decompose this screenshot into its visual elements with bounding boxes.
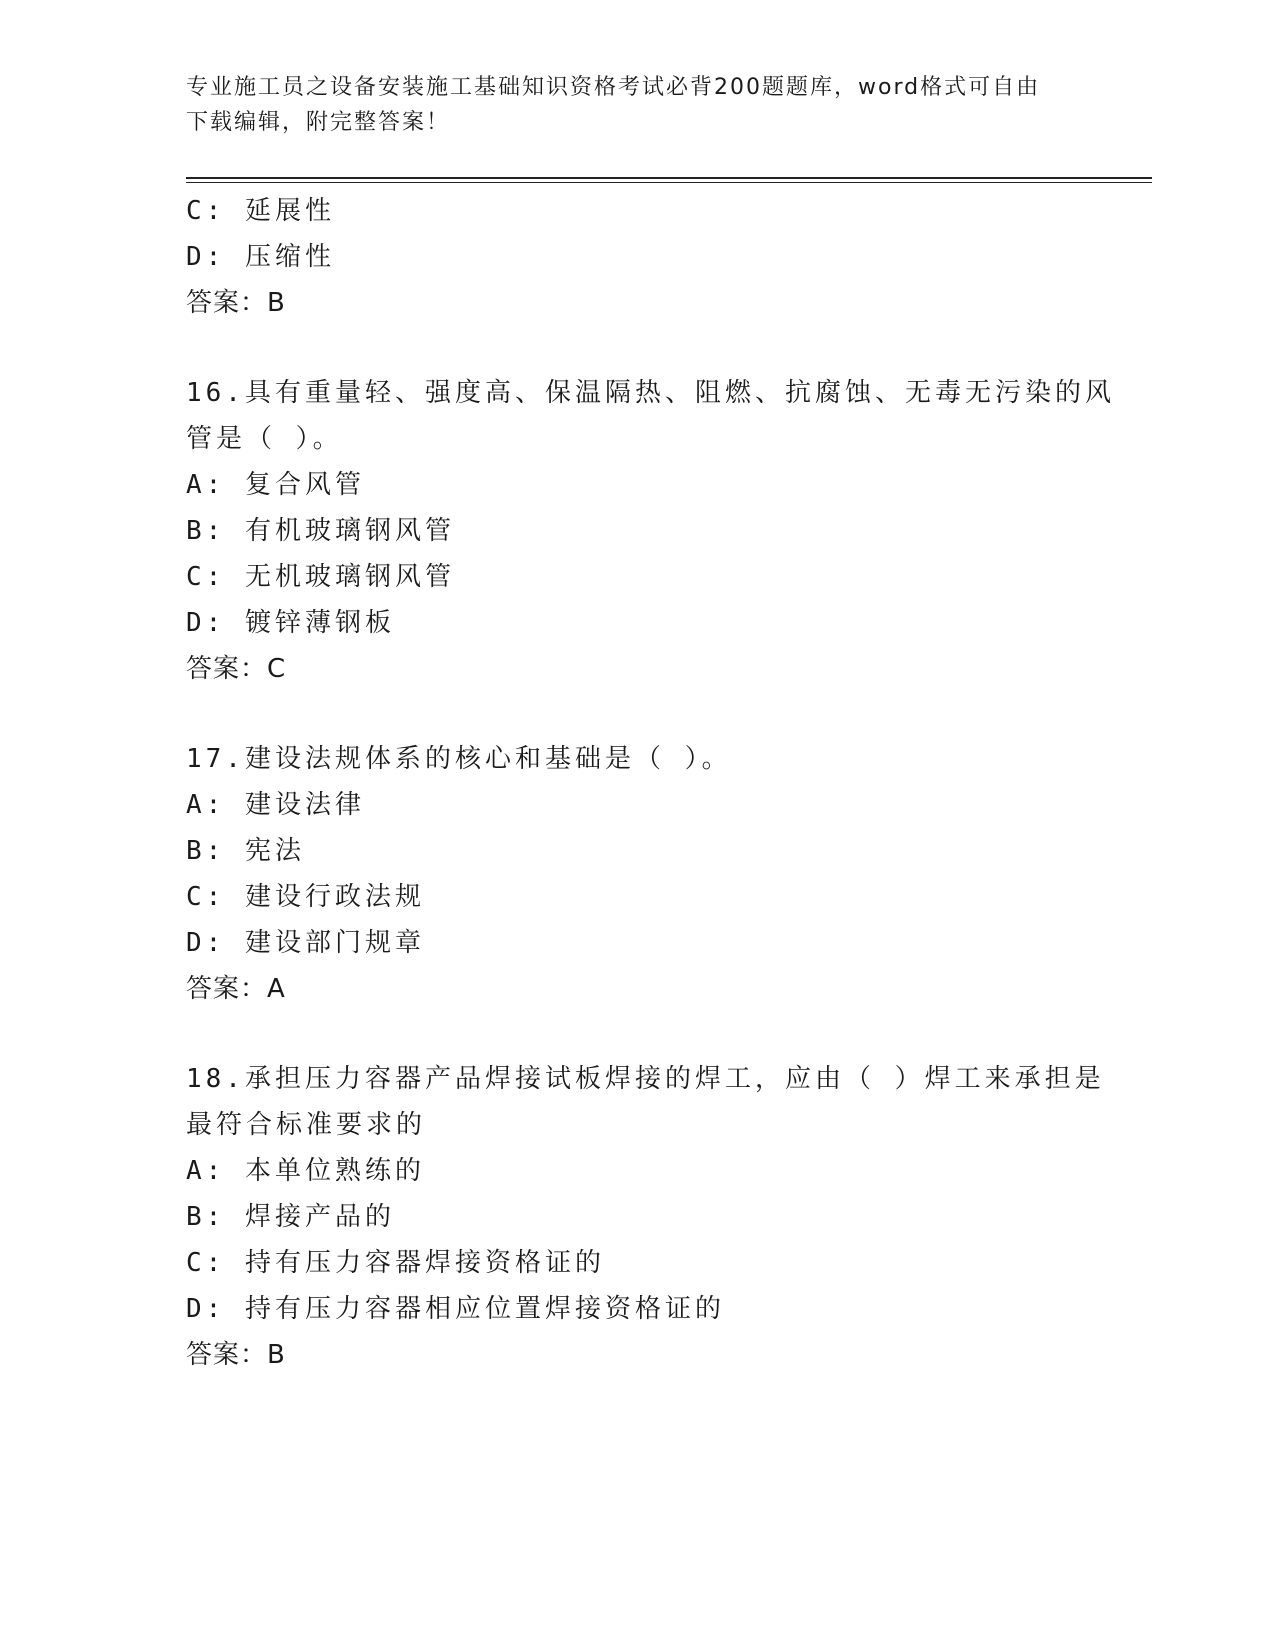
header-line-2: 下载编辑，附完整答案！ — [186, 110, 451, 135]
question-stem-line: 管是（ ）。 — [186, 424, 343, 454]
question-stem-line: 18.承担压力容器产品焊接试板焊接的焊工，应由（ ）焊工来承担是 — [186, 1064, 1105, 1094]
document-header — [186, 70, 1066, 140]
answer-line: 答案：A — [186, 974, 286, 1004]
question-block-17 — [186, 736, 1086, 1012]
question-stem-line: 16.具有重量轻、强度高、保温隔热、阻燃、抗腐蚀、无毒无污染的风 — [186, 378, 1115, 408]
option-c: C: 建设行政法规 — [186, 882, 425, 912]
option-d: D: 持有压力容器相应位置焊接资格证的 — [186, 1294, 725, 1324]
header-line-1: 专业施工员之设备安装施工基础知识资格考试必背200题题库，word格式可自由 — [186, 75, 1041, 100]
question-stem-line: 17.建设法规体系的核心和基础是（ ）。 — [186, 744, 732, 774]
question-block-18 — [186, 1056, 1105, 1378]
option-d: D: 压缩性 — [186, 242, 335, 272]
option-b: B: 宪法 — [186, 836, 305, 866]
option-c: C: 持有压力容器焊接资格证的 — [186, 1248, 605, 1278]
option-b: B: 有机玻璃钢风管 — [186, 516, 455, 546]
header-divider — [186, 177, 1152, 179]
question-list — [186, 188, 1115, 1378]
option-c: C: 无机玻璃钢风管 — [186, 562, 455, 592]
answer-line: 答案：B — [186, 1340, 286, 1370]
option-a: A: 复合风管 — [186, 470, 365, 500]
option-d: D: 建设部门规章 — [186, 928, 425, 958]
option-b: B: 焊接产品的 — [186, 1202, 395, 1232]
option-a: A: 建设法律 — [186, 790, 365, 820]
option-d: D: 镀锌薄钢板 — [186, 608, 395, 638]
answer-line: 答案：B — [186, 288, 286, 318]
answer-line: 答案：C — [186, 654, 287, 684]
question-block-16 — [186, 370, 1115, 692]
option-c: C: 延展性 — [186, 196, 335, 226]
question-block-prev — [186, 188, 1086, 326]
question-stem-line: 最符合标准要求的 — [186, 1110, 427, 1140]
option-a: A: 本单位熟练的 — [186, 1156, 425, 1186]
header-divider-thin — [186, 182, 1152, 183]
